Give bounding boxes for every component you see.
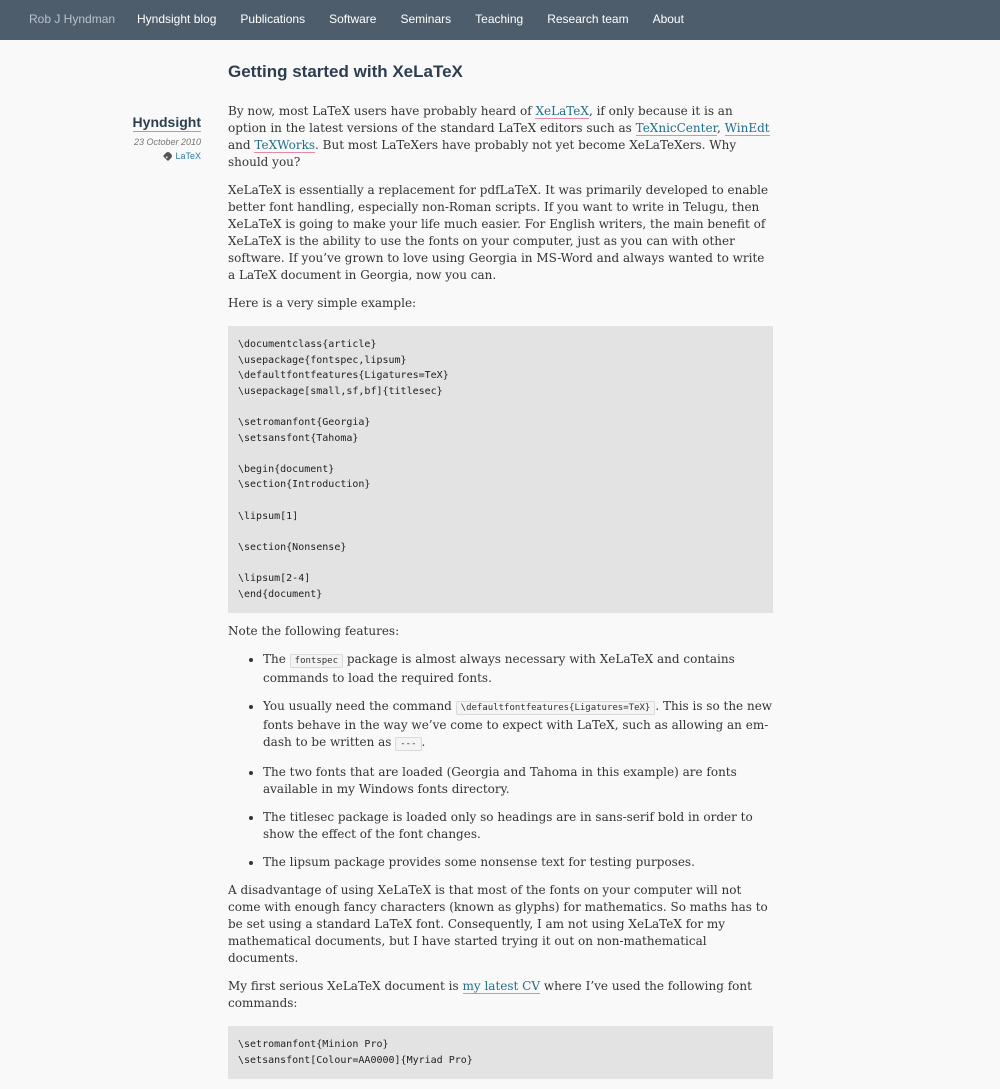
inline-code: \defaultfontfeatures{Ligatures=TeX} xyxy=(456,701,656,715)
text-run: . But most LaTeXers have probably not yet become XeLaTeXers. Why should you? xyxy=(228,138,737,169)
list-item: • The two fonts that are loaded (Georgia and Tahoma in this example) are fonts available in my Windows fonts directory. xyxy=(263,764,773,798)
paragraph-intro xyxy=(228,103,773,171)
paragraph-disadvantage: A disadvantage of using XeLaTeX is that most of the fonts on your computer will not come with enough fancy characters (known as glyphs) for mathematics. So maths has to be set using a standard LaTeX font. Consequently, I am not using XeLaTeX for my mathematical documents, but I have started trying it out on non-mathematical documents. xyxy=(228,883,768,966)
text-run: By now, most LaTeX users have probably heard of xyxy=(228,104,536,118)
link-texworks[interactable]: TeXWorks xyxy=(254,138,316,152)
text-run: and xyxy=(228,138,255,152)
list-item xyxy=(263,698,773,753)
nav-item-seminars[interactable]: Seminars xyxy=(400,12,452,26)
code-block-cv-fonts: \setromanfont{Minion Pro} \setsansfont[Colour=AA0000]{Myriad Pro} xyxy=(228,1026,773,1079)
list-item: • The titlesec package is loaded only so headings are in sans-serif bold in order to show the effect of the font changes. xyxy=(263,809,773,843)
nav-item-publications[interactable]: Publications xyxy=(240,12,306,26)
nav-item-about[interactable]: About xyxy=(652,12,684,26)
top-navbar xyxy=(0,0,1000,40)
inline-code: --- xyxy=(395,737,421,751)
paragraph-cv xyxy=(228,978,773,1012)
post-date: 23 October 2010 xyxy=(133,137,201,147)
nav-item-teaching[interactable]: Teaching xyxy=(475,12,524,26)
paragraph-example-intro: Here is a very simple example: xyxy=(228,296,417,310)
tag-label[interactable]: LaTeX xyxy=(175,151,201,161)
link-latest-cv[interactable]: my latest CV xyxy=(462,979,541,994)
paragraph-replacement: XeLaTeX is essentially a replacement for pdfLaTeX. It was primarily developed to enable better font handling, especially non-Roman scripts. If you want to write in Telugu, then XeLaTeX is going to make your life much easier. For English writers, the main benefit of XeLaTeX is the ability to use the fonts on your computer, just as you can with other software. If you’ve grown to love using Georgia in MS-Word and always wanted to write a LaTeX document in Georgia, now you can. xyxy=(228,183,769,282)
blog-name-link[interactable]: Hyndsight xyxy=(132,114,201,130)
post-sidebar xyxy=(100,112,201,161)
inline-code: fontspec xyxy=(290,654,343,668)
text-run: My first serious XeLaTeX document is xyxy=(228,979,463,994)
tag-icon xyxy=(163,151,173,161)
nav-item-hyndsight-blog[interactable]: Hyndsight blog xyxy=(137,12,217,26)
features-list xyxy=(228,651,773,871)
text-run: , xyxy=(716,121,725,135)
list-item: • The lipsum package provides some nonsense text for testing purposes. xyxy=(263,854,773,871)
nav-item-software[interactable]: Software xyxy=(329,12,377,26)
site-brand-link[interactable]: Rob J Hyndman xyxy=(29,12,116,26)
text-run: package is almost always necessary with XeLaTeX and contains commands to load the required fonts. xyxy=(263,652,735,686)
paragraph-features-intro: Note the following features: xyxy=(228,624,400,639)
text-run: . xyxy=(421,735,426,750)
post-title: Getting started with XeLaTeX xyxy=(228,62,463,81)
text-run: , if only because it is an option in the latest versions of the standard LaTeX editors such as xyxy=(228,104,733,135)
code-block-example: \documentclass{article} \usepackage{fontspec,lipsum} \defaultfontfeatures{Ligatures=TeX} \usepackage[small,sf,bf]{titlesec} \setromanfont{Georgia} \setsansfont{Tahoma} \begin{document} \section{Introduction} \lipsum[1] \section{Nonsense} \lipsum[2-4] \end{document} xyxy=(228,326,773,613)
link-xelatex[interactable]: XeLaTeX xyxy=(535,104,589,118)
nav-menu xyxy=(137,12,708,26)
link-winedt[interactable]: WinEdt xyxy=(724,121,770,135)
list-item xyxy=(263,651,773,687)
post-tag[interactable] xyxy=(100,151,201,161)
text-run: The xyxy=(263,652,290,667)
link-texniccenter[interactable]: TeXnicCenter xyxy=(635,121,717,135)
post-content xyxy=(228,58,773,1089)
text-run: . This is so the new fonts behave in the way we’ve come to expect with LaTeX, such as allowing an em-dash to be written as xyxy=(263,699,773,750)
text-run: where I’ve used the following font commands: xyxy=(228,979,752,1011)
nav-item-research-team[interactable]: Research team xyxy=(547,12,629,26)
text-run: You usually need the command xyxy=(263,699,456,714)
